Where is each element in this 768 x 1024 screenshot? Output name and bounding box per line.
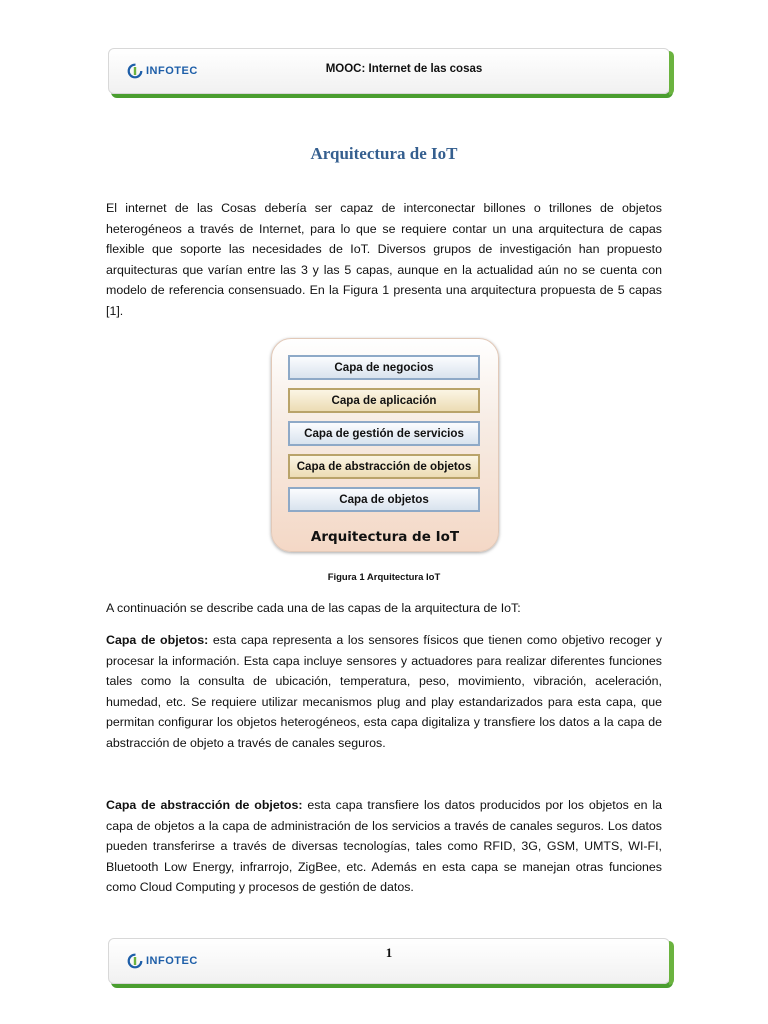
footer-logo-text: INFOTEC [146,955,198,967]
layer-application: Capa de aplicación [288,388,480,413]
section-abstraction-paragraph [106,795,662,898]
footer-banner [108,938,670,984]
layer-objects: Capa de objetos [288,487,480,512]
intro-paragraph: El internet de las Cosas debería ser capaz de interconectar billones o trillones de objetos heterogéneos a través de Internet, para lo que se requiere contar un una arquitectura de capas flexible que soporte las necesidades de IoT. Diversos grupos de investigación han propuesto arquitecturas que varían entre las 3 y las 5 capas, aunque en la actualidad aún no se cuenta con modelo de referencia consensuado. En la Figura 1 presenta una arquitectura propuesta de 5 capas [1]. [106,201,662,318]
layer-object-abstraction: Capa de abstracción de objetos [288,454,480,479]
header-banner [108,48,670,94]
page-heading: Arquitectura de IoT [310,144,458,163]
section-abstraction-text: esta capa transfiere los datos producidos por los objetos en la capa de objetos a la capa de administración de los servicios a través de canales seguros. Los datos pueden transferirse a través de diversas tecnologías, tales como RFID, 3G, GSM, UMTS, WI-FI, Bluetooth Low Energy, infrarrojo, ZigBee, etc. Además en esta capa se manejan otras funciones como Cloud Computing y procesos de gestión de datos. [106,798,662,894]
layer-service-management: Capa de gestión de servicios [288,421,480,446]
list-intro-sentence: A continuación se describe cada una de las capas de la arquitectura de IoT: [106,601,521,615]
section-abstraction-term: Capa de abstracción de objetos: [106,798,303,812]
section-objects-paragraph [106,630,662,753]
section-objects-text: esta capa representa a los sensores físicos que tienen como objetivo recoger y procesar la información. Esta capa incluye sensores y actuadores para realizar diferentes funciones tales como la consulta de ubicación, temperatura, peso, movimiento, vibración, aceleración, humedad, etc. Se requiere utilizar mecanismos plug and play estandarizados para esta capa, que permitan configurar los objetos heterogéneos, esta capa digitaliza y transfiere los datos a la capa de abstracción de objeto a través de canales seguros. [106,633,663,750]
architecture-figure [271,338,499,552]
page-number: 1 [385,945,393,960]
figure-title: Arquitectura de IoT [310,529,460,545]
layer-business: Capa de negocios [288,355,480,380]
figure-caption: Figura 1 Arquitectura IoT [327,572,441,583]
logo-text: INFOTEC [146,65,198,77]
section-objects-term: Capa de objetos: [106,633,209,647]
course-title: MOOC: Internet de las cosas [325,63,483,75]
